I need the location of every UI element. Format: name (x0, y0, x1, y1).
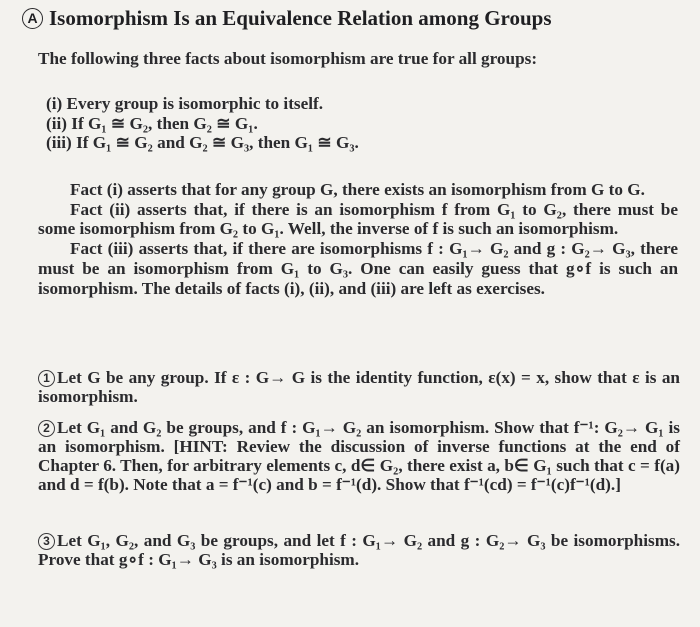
fact-ii-paragraph: Fact (ii) asserts that, if there is an isomorphism f from G₁ to G₂, there must be some isomorphism from G₂ to G₁. Well, the inverse of f is such an isomorphism. (38, 199, 678, 239)
exercise-2 (38, 419, 680, 495)
intro-text: The following three facts about isomorphism are true for all groups: (38, 49, 538, 68)
exercise-number-circle: 2 (38, 420, 55, 437)
exercise-number-circle: 1 (38, 370, 55, 387)
section-label-circle: A (22, 8, 43, 29)
exercise-text: Let G be any group. If ε : G→ G is the identity function, ε(x) = x, show that ε is an isomorphism. (38, 368, 680, 406)
exercise-text: Let G₁ and G₂ be groups, and f : G₁→ G₂ an isomorphism. Show that f⁻¹: G₂→ G₁ is an isomorphism. [HINT: Review the discussion of inverse functions at the end of Chapter 6. Then, for arbitrary elements c, d∈ G₂, there exist a, b∈ G₁ such that c = f(a) and d = f(b). Note that a = f⁻¹(c) and b = f⁻¹(d). Show that f⁻¹(cd) = f⁻¹(c)f⁻¹(d).] (38, 418, 680, 494)
fact-iii-paragraph: Fact (iii) asserts that, if there are isomorphisms f : G₁→ G₂ and g : G₂→ G₃, there must be an isomorphism from G₁ to G₃. One can easily guess that g∘f is such an isomorphism. The details of facts (i), (ii), and (iii) are left as exercises. (38, 239, 678, 298)
exercise-number-circle: 3 (38, 533, 55, 550)
facts-list (46, 94, 686, 153)
exercise-3 (38, 532, 680, 570)
fact-i-paragraph: Fact (i) asserts that for any group G, there exists an isomorphism from G to G. (70, 180, 645, 199)
explanation-block (38, 180, 678, 298)
exercise-1 (38, 369, 680, 407)
fact-item: (ii) If G₁ ≅ G₂, then G₂ ≅ G₁. (46, 113, 258, 133)
section-heading (22, 6, 552, 31)
exercise-text: Let G₁, G₂, and G₃ be groups, and let f : G₁→ G₂ and g : G₂→ G₃ be isomorphisms. Prove that g∘f : G₁→ G₃ is an isomorphism. (38, 531, 680, 569)
fact-item: (i) Every group is isomorphic to itself. (46, 94, 324, 113)
intro-paragraph (38, 49, 678, 69)
section-title: Isomorphism Is an Equivalence Relation among Groups (49, 6, 552, 30)
fact-item: (iii) If G₁ ≅ G₂ and G₂ ≅ G₃, then G₁ ≅ G₃. (46, 133, 359, 153)
